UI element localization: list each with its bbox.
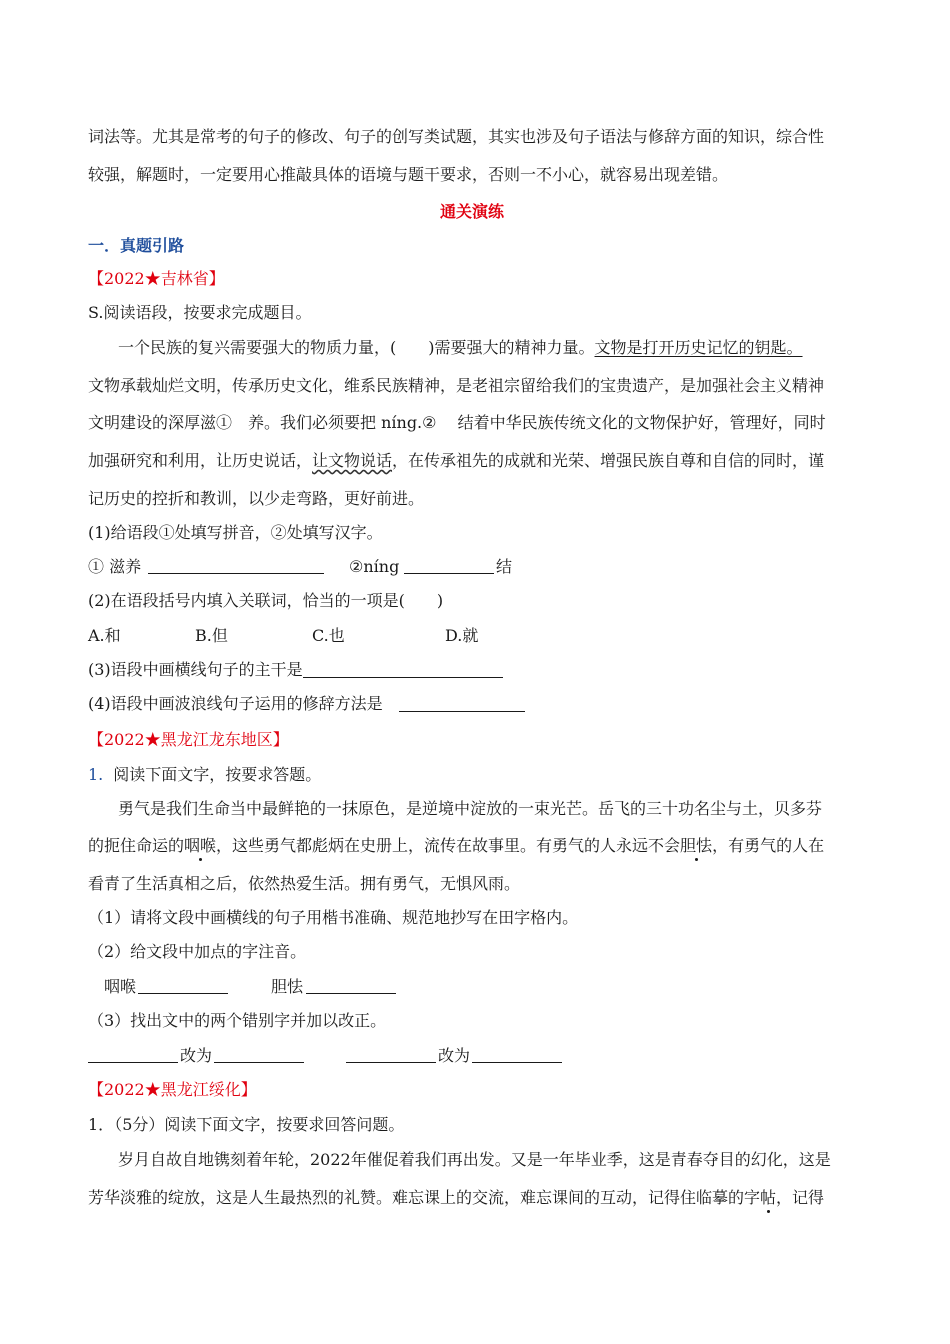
jilin-prompt: S.阅读语段，按要求完成题目。	[88, 303, 312, 322]
jilin-sub-3-text: (3)语段中画横线句子的主干是	[88, 660, 303, 679]
question-number: 1.	[88, 765, 104, 784]
change-to-label: 改为	[180, 1046, 213, 1065]
option-a[interactable]: A.和	[88, 626, 121, 645]
longdong-prompt	[88, 765, 321, 785]
jilin-sub-3	[88, 660, 503, 680]
longdong-sub-1: （1）请将文段中画横线的句子用楷书准确、规范地抄写在田字格内。	[88, 908, 579, 927]
dotted-word-danqie: 胆怯	[680, 836, 713, 855]
longdong-para-line-3: 看青了生活真相之后，依然热爱生活。拥有勇气，无惧风雨。	[88, 874, 521, 893]
suihua-para-line-1: 岁月自故自地镌刻着年轮，2022年催促着我们再出发。又是一年毕业季，这是青春夺目的幻化，这是	[118, 1150, 831, 1169]
answer-blank-rhetoric[interactable]	[399, 695, 525, 712]
answer-blank-pinyin[interactable]	[148, 557, 324, 574]
option-c[interactable]: C.也	[312, 626, 345, 645]
option-b[interactable]: B.但	[195, 626, 228, 645]
change-to-label: 改为	[438, 1046, 471, 1065]
part1-heading: 一．真题引路	[88, 236, 185, 255]
longdong-para-line-1: 勇气是我们生命当中最鲜艳的一抹原色，是逆境中淀放的一束光芒。岳飞的三十功名尘与土，贝多芬	[118, 799, 823, 818]
sub1-label-c: 结	[496, 557, 513, 576]
jilin-sub-4	[88, 694, 525, 714]
dotted-word-tie: 帖	[760, 1188, 777, 1207]
jilin-para-text: 加强研究和利用，让历史说话，	[88, 451, 313, 470]
jilin-para-line-5: 记历史的控折和教训，以少走弯路，更好前进。	[88, 489, 425, 508]
answer-blank-sentence-trunk[interactable]	[303, 661, 503, 678]
suihua-prompt	[88, 1115, 404, 1135]
answer-blank-hanzi[interactable]	[404, 557, 494, 574]
jilin-sub-4-text: (4)语段中画波浪线句子运用的修辞方法是	[88, 694, 383, 713]
longdong-prompt-text: 阅读下面文字，按要求答题。	[113, 765, 322, 784]
longdong-sub-2: （2）给文段中加点的字注音。	[88, 942, 307, 961]
sub1-label-b: ②níng	[349, 557, 400, 576]
intro-line-1: 词法等。尤其是常考的句子的修改、句子的创写类试题，其实也涉及句子语法与修辞方面的知识，综合性	[88, 127, 825, 146]
suihua-prompt-text: （5分）阅读下面文字，按要求回答问题。	[114, 1115, 405, 1134]
option-d[interactable]: D.就	[445, 626, 479, 645]
jilin-sub-1-answers	[88, 557, 528, 579]
source-longdong: 【2022★黑龙江龙东地区】	[88, 730, 289, 749]
jilin-para-text: 一个民族的复兴需要强大的物质力量，( )需要强大的精神力量。	[118, 338, 595, 357]
jilin-underlined-sentence: 文物是打开历史记忆的钥匙。	[594, 338, 803, 357]
source-suihua: 【2022★黑龙江绥化】	[88, 1080, 257, 1099]
answer-blank-correct-1[interactable]	[214, 1046, 304, 1063]
intro-line-2: 较强，解题时，一定要用心推敲具体的语境与题干要求，否则一不小心，就容易出现差错。	[88, 165, 729, 184]
jilin-para-text: ，在传承祖先的成就和光荣、增强民族自尊和自信的同时，谨	[392, 451, 825, 470]
answer-blank-yanhou[interactable]	[138, 977, 228, 994]
longdong-text: ，有勇气的人在	[712, 836, 825, 855]
jilin-para-line-1	[118, 338, 803, 358]
jilin-sub-2: (2)在语段括号内填入关联词，恰当的一项是( )	[88, 591, 444, 610]
dotted-word-yanhou: 咽喉	[184, 836, 217, 855]
question-number: 1．	[88, 1115, 115, 1134]
sub1-label-a: ① 滋养	[88, 557, 142, 576]
answer-blank-wrong-2[interactable]	[346, 1046, 436, 1063]
longdong-text: ，这些勇气都彪炳在史册上，流传在故事里。有勇气的人永远不会	[216, 836, 681, 855]
longdong-para-line-2	[88, 836, 824, 856]
jilin-wavy-sentence: 让文物说话	[312, 451, 393, 470]
jilin-para-line-3: 文明建设的深厚滋① 养。我们必须要把 níng.② 结着中华民族传统文化的文物保护好，管理好，同时	[88, 413, 826, 432]
sub2-word-b: 胆怯	[271, 977, 304, 996]
section-title: 通关演练	[440, 202, 505, 221]
answer-blank-correct-2[interactable]	[472, 1046, 562, 1063]
suihua-para-line-2	[88, 1188, 824, 1208]
longdong-text: 的扼住命运的	[88, 836, 185, 855]
longdong-sub-3: （3）找出文中的两个错别字并加以改正。	[88, 1011, 387, 1030]
source-jilin: 【2022★吉林省】	[88, 269, 225, 288]
sub2-word-a: 咽喉	[104, 977, 137, 996]
jilin-para-line-2: 文物承载灿烂文明，传承历史文化，维系民族精神，是老祖宗留给我们的宝贵遗产，是加强社会主义精神	[88, 376, 825, 395]
longdong-sub-2-answers	[88, 977, 428, 999]
jilin-options	[88, 626, 508, 648]
longdong-sub-3-answers	[88, 1046, 568, 1068]
answer-blank-wrong-1[interactable]	[88, 1046, 178, 1063]
answer-blank-danqie[interactable]	[306, 977, 396, 994]
jilin-para-line-4	[88, 451, 824, 471]
suihua-text: 芳华淡雅的绽放，这是人生最热烈的礼赞。难忘课上的交流，难忘课间的互动，记得住临摹的字	[88, 1188, 761, 1207]
jilin-sub-1: (1)给语段①处填写拼音，②处填写汉字。	[88, 523, 383, 542]
suihua-text: ，记得	[776, 1188, 825, 1207]
